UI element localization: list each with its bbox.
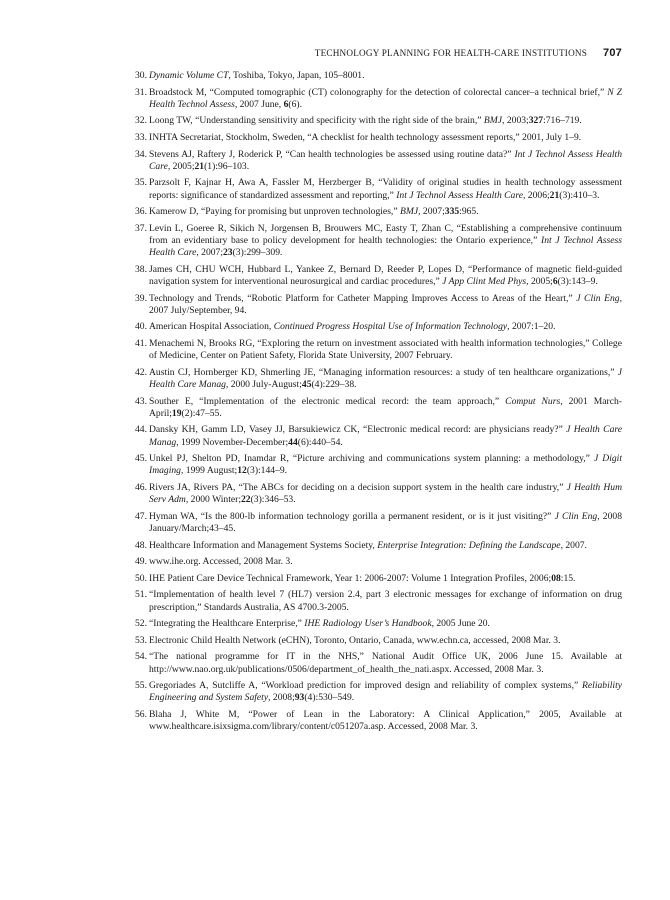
reference-text-segment: Unkel PJ, Shelton PD, Inamdar R, “Picture archiving and communications system planning: a methodology,” xyxy=(149,453,594,465)
reference-text-segment: Gregoriades A, Sutcliffe A, “Workload prediction for improved design and reliability of complex systems,” xyxy=(149,680,583,692)
reference-italic-segment: Dynamic Volume CT xyxy=(149,70,229,81)
reference-italic-segment: Reliability Engineering and System Safety xyxy=(149,680,622,704)
reference-text-segment: , 2000 July-August; xyxy=(225,378,302,390)
reference-number: 39. xyxy=(135,292,147,304)
reference-italic-segment: J Health Care Manag xyxy=(149,366,622,390)
reference-italic-segment: BMJ xyxy=(483,115,503,127)
reference-text-segment: Menachemi N, Brooks RG, “Exploring the return on investment associated with health information technologies,” College of Medicine, Center on Patient Safety, Florida State University, 2007 February. xyxy=(149,337,622,362)
reference-text-segment: (4):530–549. xyxy=(304,692,355,704)
reference-number: 31. xyxy=(135,86,147,98)
reference-number: 54. xyxy=(135,651,147,663)
reference-volume: 335 xyxy=(444,206,460,218)
reference-text-segment: , 2008; xyxy=(268,692,295,704)
reference-text-segment: (3):410–3. xyxy=(559,189,600,201)
reference-italic-segment: J App Clint Med Phys xyxy=(442,275,527,287)
reference-italic-segment: Int J Technol Assess Health Care xyxy=(396,189,523,201)
reference-item xyxy=(135,222,622,260)
reference-text-segment: Broadstock M, “Computed tomographic (CT) colonography for the detection of colorectal cancer–a technical brief,” xyxy=(149,86,608,98)
reference-text-segment: “Implementation of health level 7 (HL7) version 2.4, part 3 electronic messages for exchange of information on drug prescription,” Standards Australia, AS 4700.3-2005. xyxy=(149,589,622,613)
reference-text-segment: www.ihe.org. Accessed, 2008 Mar. 3. xyxy=(149,556,293,568)
reference-item xyxy=(135,206,622,218)
reference-number: 44. xyxy=(135,424,147,436)
reference-number: 46. xyxy=(135,481,147,493)
reference-italic-segment: J Digit Imaging xyxy=(149,453,622,477)
reference-text-segment: Healthcare Information and Management Systems Society, xyxy=(149,539,378,551)
reference-number: 43. xyxy=(135,395,147,407)
reference-italic-segment: Int J Technol Assess Health Care xyxy=(149,234,622,259)
reference-text-segment: Technology and Trends, “Robotic Platform for Catheter Mapping Improves Access to Areas of the Heart,” xyxy=(149,292,577,304)
reference-text-segment: Levin L, Goeree R, Sikich N, Jorgensen B, Brouwers MC, Easty T, Zhan C, “Establishing a comprehensive continuum from an evidentiary base to policy development for health technologies: the Ontario experience,” xyxy=(149,222,622,246)
reference-number: 40. xyxy=(135,321,147,333)
reference-number: 36. xyxy=(135,206,147,218)
reference-item xyxy=(135,263,622,288)
reference-text-segment: “Integrating the Healthcare Enterprise,” xyxy=(149,618,305,630)
reference-item xyxy=(135,589,622,613)
reference-text-segment: Hyman WA, “Is the 800-lb information technology gorilla a permanent resident, or is it just visiting?” xyxy=(149,510,555,522)
reference-text-segment: , 2006; xyxy=(523,189,550,201)
reference-number: 53. xyxy=(135,634,147,646)
reference-volume: 6 xyxy=(283,98,289,110)
reference-item xyxy=(135,366,622,391)
reference-item xyxy=(135,572,622,585)
reference-volume: 19 xyxy=(171,407,182,419)
reference-number: 37. xyxy=(135,222,147,234)
reference-number: 45. xyxy=(135,453,147,465)
reference-text-segment: (3):346–53. xyxy=(250,494,296,506)
reference-volume: 327 xyxy=(528,115,544,127)
reference-number: 32. xyxy=(135,115,147,127)
reference-item xyxy=(135,453,622,477)
reference-text-segment: , 2007 July/September, 94. xyxy=(149,292,622,316)
reference-volume: 44 xyxy=(288,436,298,448)
reference-item xyxy=(135,86,622,111)
reference-text-segment: , 1999 November-December; xyxy=(176,436,289,448)
reference-text-segment: Blaha J, White M, “Power of Lean in the Laboratory: A Clinical Application,” 2005, Available at www.healthcare.isixsigma.com/library/content/c051207a.asp. Accessed, 2008 Mar. 3. xyxy=(149,708,622,733)
reference-number: 38. xyxy=(135,263,147,275)
reference-number: 35. xyxy=(135,177,147,189)
reference-italic-segment: IHE Radiology User’s Handbook xyxy=(304,618,432,630)
reference-text-segment: :716–719. xyxy=(543,115,582,127)
reference-item xyxy=(135,321,622,333)
reference-number: 49. xyxy=(135,556,147,568)
reference-italic-segment: Int J Technol Assess Health Care xyxy=(149,148,622,172)
reference-item xyxy=(135,424,622,448)
reference-number: 56. xyxy=(135,708,147,720)
reference-italic-segment: Continued Progress Hospital Use of Information Technology xyxy=(273,321,508,333)
reference-number: 50. xyxy=(135,572,147,584)
reference-text-segment: (6). xyxy=(288,98,302,110)
reference-text-segment: Souther E, “Implementation of the electronic medical record: the team approach,” xyxy=(149,395,506,407)
reference-text-segment: :965. xyxy=(459,206,479,218)
reference-text-segment: , 2007; xyxy=(196,247,223,259)
reference-text-segment: Kamerow D, “Paying for promising but unproven technologies,” xyxy=(149,206,400,218)
reference-volume: 21 xyxy=(194,160,205,172)
reference-number: 30. xyxy=(135,70,147,81)
reference-italic-segment: Comput Nurs xyxy=(505,395,561,407)
reference-number: 47. xyxy=(135,510,147,522)
reference-text-segment: (3):299–309. xyxy=(232,247,283,259)
reference-number: 34. xyxy=(135,148,147,160)
reference-text-segment: , 2001 March-April; xyxy=(149,395,622,419)
reference-text-segment: Dansky KH, Gamm LD, Vasey JJ, Barsukiewicz CK, “Electronic medical record: are physicians ready?” xyxy=(149,424,567,436)
reference-text-segment: , 2000 Winter; xyxy=(185,494,241,506)
reference-volume: 23 xyxy=(223,247,233,259)
reference-text-segment: , 2007. xyxy=(560,539,587,551)
reference-number: 42. xyxy=(135,366,147,378)
reference-item xyxy=(135,510,622,535)
reference-number: 52. xyxy=(135,618,147,630)
reference-volume: 12 xyxy=(237,465,247,477)
reference-text-segment: (2):47–55. xyxy=(181,407,222,419)
reference-text-segment: Austin CJ, Hornberger KD, Shmerling JE, “Managing information resources: a study of ten healthcare organizations,” xyxy=(149,366,618,378)
reference-item xyxy=(135,708,622,733)
reference-volume: 45 xyxy=(301,378,312,390)
reference-text-segment: , 1999 August; xyxy=(180,465,238,477)
reference-item xyxy=(135,115,622,127)
reference-text-segment: , 2008 January/March;43–45. xyxy=(149,510,622,534)
reference-text-segment: James CH, CHU WCH, Hubbard L, Yankee Z, Bernard D, Reeder P, Lopes D, “Performance of magnetic field-guided navigation system for interventional neurosurgical and cardiac procedures,” xyxy=(149,263,622,287)
reference-volume: 08 xyxy=(551,572,561,584)
reference-text-segment: Parzsolt F, Kajnar H, Awa A, Fassler M, Herzberger B, “Validity of original studies in health technology assessment reports: significance of standardized assessment and reporting,” xyxy=(149,177,622,201)
reference-text-segment: , 2007 June, xyxy=(234,98,284,110)
reference-volume: 6 xyxy=(552,275,558,287)
reference-text-segment: American Hospital Association, xyxy=(149,321,274,333)
reference-text-segment: Stevens AJ, Raftery J, Roderick P, “Can health technologies be assessed using routine data?” xyxy=(149,148,515,160)
reference-italic-segment: J Clin Eng xyxy=(576,292,620,304)
reference-number: 55. xyxy=(135,680,147,692)
reference-item xyxy=(135,481,623,506)
reference-text-segment: Loong TW, “Understanding sensitivity and specificity with the right side of the brain,” xyxy=(149,115,484,127)
reference-text-segment: (6):440–54. xyxy=(297,436,343,448)
reference-text-segment: , 2003; xyxy=(502,115,529,127)
reference-item xyxy=(135,177,622,201)
reference-italic-segment: J Health Hum Serv Adm xyxy=(149,481,623,506)
reference-text-segment: , 2005; xyxy=(526,275,553,287)
reference-text-segment: (3):143–9. xyxy=(557,275,598,287)
reference-text-segment: IHE Patient Care Device Technical Framework, Year 1: 2006-2007: Volume 1 Integration Profiles, 2006; xyxy=(149,572,552,584)
reference-text-segment: Electronic Child Health Network (eCHN), Toronto, Ontario, Canada, www.echn.ca, accessed, 2008 Mar. 3. xyxy=(149,634,561,646)
reference-item xyxy=(135,618,622,630)
reference-number: 41. xyxy=(135,337,147,349)
reference-item xyxy=(135,556,622,568)
page-number: 707 xyxy=(603,47,622,59)
reference-item xyxy=(135,395,622,420)
reference-item xyxy=(135,337,622,362)
reference-text-segment: (3):144–9. xyxy=(246,465,288,477)
running-header xyxy=(100,47,622,59)
reference-number: 33. xyxy=(135,131,147,143)
reference-text-segment: INHTA Secretariat, Stockholm, Sweden, “A checklist for health technology assessment reports,” 2001, July 1–9. xyxy=(149,131,582,143)
reference-text-segment: , 2007; xyxy=(418,206,445,218)
reference-italic-segment: N Z Health Technol Assess xyxy=(149,86,622,110)
reference-item xyxy=(135,634,622,647)
reference-item xyxy=(135,292,622,317)
reference-item xyxy=(135,70,622,82)
reference-text-segment: (4):229–38. xyxy=(311,378,357,390)
reference-volume: 93 xyxy=(294,692,305,704)
reference-text-segment: Rivers JA, Rivers PA, “The ABCs for deciding on a decision support system in the health care industry,” xyxy=(149,481,567,493)
reference-text-segment: , 2005 June 20. xyxy=(431,618,490,630)
reference-item xyxy=(135,680,622,704)
running-title: TECHNOLOGY PLANNING FOR HEALTH-CARE INSTITUTIONS xyxy=(314,48,588,58)
reference-text-segment: “The national programme for IT in the NHS,” National Audit Office UK, 2006 June 15. Available at http://www.nao.org.uk/publications/0506/department_of_health_the_nati.aspx. Accessed, 2008 Mar. 3. xyxy=(149,651,622,675)
reference-italic-segment: BMJ xyxy=(399,206,419,218)
reference-item xyxy=(135,651,622,675)
reference-item xyxy=(135,539,622,552)
reference-text-segment: , Toshiba, Tokyo, Japan, 105–8001. xyxy=(228,70,365,81)
reference-italic-segment: J Clin Eng xyxy=(554,510,598,522)
reference-italic-segment: Enterprise Integration: Defining the Landscape xyxy=(377,539,561,551)
reference-volume: 21 xyxy=(549,189,560,201)
reference-text-segment: (1):96–103. xyxy=(204,160,250,172)
reference-item xyxy=(135,148,622,173)
reference-item xyxy=(135,131,622,144)
reference-volume: 22 xyxy=(241,494,251,506)
reference-text-segment: :15. xyxy=(560,572,576,584)
reference-text-segment: , 2007:1–20. xyxy=(507,321,556,333)
reference-italic-segment: J Health Care Manag xyxy=(149,424,622,448)
reference-text-segment: , 2005; xyxy=(167,160,195,172)
reference-list xyxy=(135,70,623,738)
reference-number: 48. xyxy=(135,539,147,551)
reference-number: 51. xyxy=(135,589,147,601)
